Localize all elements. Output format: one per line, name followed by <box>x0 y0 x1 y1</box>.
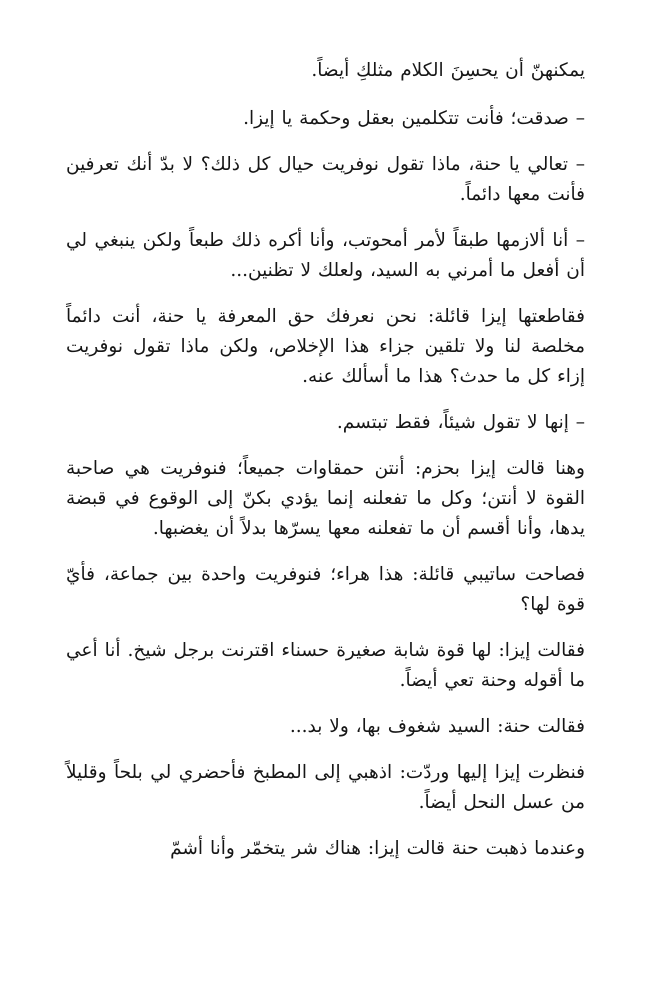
paragraph-2: – صدقت؛ فأنت تتكلمين بعقل وحكمة يا إيزا. <box>243 108 585 129</box>
paragraph-6: – إنها لا تقول شيئاً، فقط تبتسم. <box>336 412 585 433</box>
book-page <box>66 56 585 1000</box>
paragraph-10: فقالت حنة: السيد شغوف بها، ولا بد... <box>289 716 585 737</box>
paragraph-7: وهنا قالت إيزا بحزم: أنتن حمقاوات جميعاً؛ فنوفريت هي صاحبة القوة لا أنتن؛ وكل ما تفعلنه إنما يؤدي بكنّ إلى الوقوع في قبضة يدها، وأنا أقسم أن ما تفعلنه معها يسرّها بدلاً أن يغضبها. <box>66 458 585 539</box>
paragraph-8: فصاحت ساتيبي قائلة: هذا هراء؛ فنوفريت واحدة بين جماعة، فأيّ قوة لها؟ <box>66 564 585 615</box>
paragraph-5: فقاطعتها إيزا قائلة: نحن نعرفك حق المعرفة يا حنة، أنت دائماً مخلصة لنا ولا تلقين جزاء هذا الإخلاص، ولكن ماذا تقول نوفريت إزاء كل ما حدث؟ هذا ما أسألك عنه. <box>66 306 585 387</box>
paragraph-9: فقالت إيزا: لها قوة شابة صغيرة حسناء اقترنت برجل شيخ. أنا أعي ما أقوله وحنة تعي أيضاً. <box>66 640 585 691</box>
paragraph-12: وعندما ذهبت حنة قالت إيزا: هناك شر يتخمّر وأنا أشمّ <box>170 838 585 859</box>
paragraph-3: – تعالي يا حنة، ماذا تقول نوفريت حيال كل ذلك؟ لا بدّ أنك تعرفين فأنت معها دائماً. <box>66 154 585 205</box>
paragraph-11: فنظرت إيزا إليها وردّت: اذهبي إلى المطبخ فأحضري لي بلحاً وقليلاً من عسل النحل أيضاً. <box>66 762 585 813</box>
paragraph-1: يمكنهنّ أن يحسِنَ الكلام مثلكِ أيضاً. <box>311 60 585 81</box>
paragraph-4: – أنا ألازمها طبقاً لأمر أمحوتب، وأنا أكره ذلك طبعاً ولكن ينبغي لي أن أفعل ما أمرني به السيد، ولعلك لا تظنين... <box>66 230 585 281</box>
